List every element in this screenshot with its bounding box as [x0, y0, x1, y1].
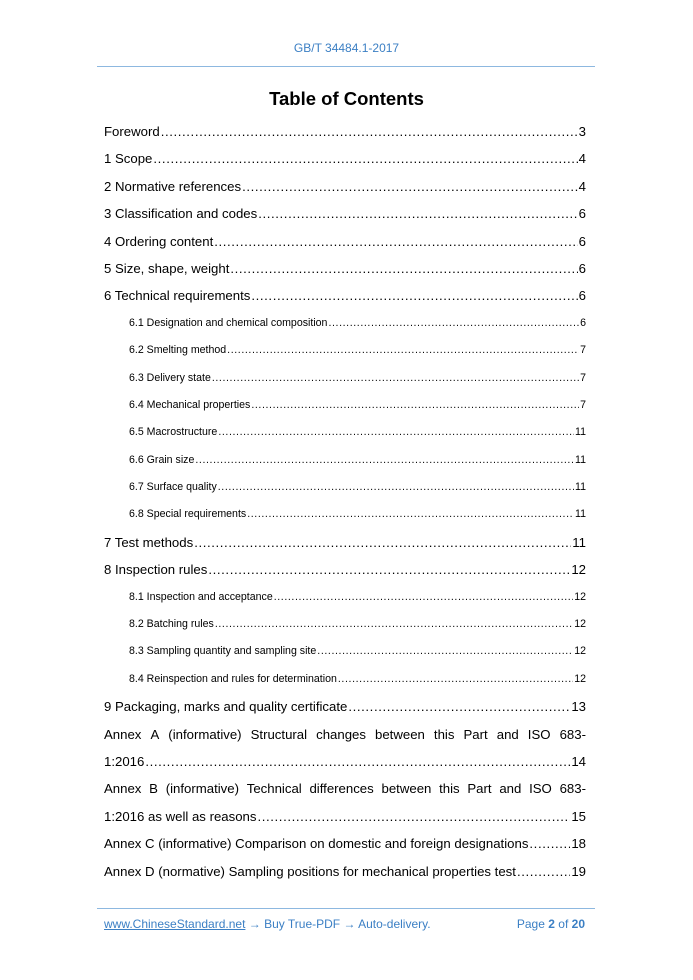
toc-leader-dots [247, 501, 574, 528]
toc-page-number: 6 [578, 233, 586, 249]
footer-promo [104, 917, 431, 931]
toc-entry-word: Part [463, 726, 488, 742]
toc-entry-word: Annex [104, 781, 142, 797]
toc-entry-text: 8 Inspection rules [104, 562, 208, 578]
table-of-contents [104, 118, 586, 885]
toc-entry-word: Technical [246, 781, 302, 797]
page-total: 20 [571, 917, 585, 931]
toc-entry-text: 1:2016 as well as reasons [104, 808, 257, 824]
toc-page-number: 7 [580, 344, 586, 357]
toc-leader-dots [242, 173, 578, 200]
toc-page-number: 11 [575, 508, 586, 521]
toc-page-number: 14 [571, 753, 586, 769]
toc-entry-word: this [439, 781, 460, 797]
toc-entry-text: 2 Normative references [104, 178, 242, 194]
toc-entry-word: this [433, 726, 455, 742]
toc-leader-dots [145, 748, 570, 775]
toc-entry-word: ISO [529, 781, 552, 797]
toc-entry[interactable] [104, 556, 586, 583]
toc-page-number: 12 [574, 645, 586, 658]
toc-entry-word: 683- [559, 781, 586, 797]
toc-page-number: 11 [572, 534, 586, 550]
footer-divider [97, 908, 595, 909]
toc-entry-annex-a[interactable] [104, 748, 586, 775]
toc-entry[interactable] [104, 447, 586, 474]
toc-entry[interactable] [104, 310, 586, 337]
toc-entry-word: changes [316, 726, 366, 742]
toc-entry[interactable] [104, 173, 586, 200]
toc-leader-dots [328, 310, 579, 337]
toc-page-number: 6 [578, 288, 586, 304]
toc-leader-dots [230, 255, 577, 282]
toc-leader-dots [338, 666, 573, 693]
toc-entry-text: 1 Scope [104, 151, 153, 167]
footer-promo-text: → Buy True-PDF → Auto-delivery. [245, 917, 431, 931]
toc-leader-dots [215, 611, 573, 638]
toc-leader-dots [274, 584, 573, 611]
toc-page-number: 11 [575, 481, 586, 494]
running-header: GB/T 34484.1-2017 [293, 41, 400, 55]
page-current: 2 [548, 917, 555, 931]
toc-entry[interactable] [104, 145, 586, 172]
toc-entry-word: ISO [527, 726, 551, 742]
toc-entry[interactable] [104, 365, 586, 392]
toc-entry[interactable] [104, 501, 586, 528]
toc-entry-text: 8.1 Inspection and acceptance [129, 590, 273, 603]
toc-entry-text: 4 Ordering content [104, 233, 214, 249]
toc-entry[interactable] [104, 638, 586, 665]
toc-entry-text: 6.1 Designation and chemical composition [129, 316, 328, 329]
toc-entry[interactable] [104, 693, 586, 720]
toc-page-number: 11 [575, 453, 586, 466]
toc-leader-dots [251, 282, 577, 309]
toc-page-number: 11 [575, 426, 586, 439]
toc-entry-text: 6 Technical requirements [104, 288, 251, 304]
toc-entry-word: 683- [559, 726, 586, 742]
toc-leader-dots [153, 145, 577, 172]
toc-leader-dots [348, 693, 570, 720]
toc-entry-word: (informative) [168, 726, 242, 742]
toc-entry[interactable] [104, 611, 586, 638]
toc-entry-word: Part [467, 781, 492, 797]
toc-entry-annex-a-line1[interactable] [104, 721, 586, 748]
toc-page-number: 12 [574, 618, 586, 631]
toc-entry[interactable] [104, 474, 586, 501]
toc-entry[interactable] [104, 392, 586, 419]
toc-leader-dots [208, 556, 570, 583]
toc-page-number: 13 [571, 699, 586, 715]
toc-entry-text: 8.3 Sampling quantity and sampling site [129, 645, 317, 658]
toc-entry-text: 6.3 Delivery state [129, 371, 211, 384]
toc-leader-dots [258, 200, 577, 227]
toc-entry-text: 5 Size, shape, weight [104, 260, 230, 276]
toc-entry[interactable] [104, 228, 586, 255]
toc-leader-dots [194, 529, 571, 556]
toc-entry-annex-b[interactable] [104, 803, 586, 830]
toc-entry-text: 7 Test methods [104, 534, 194, 550]
toc-entry[interactable] [104, 255, 586, 282]
toc-leader-dots [257, 803, 570, 830]
toc-entry[interactable] [104, 666, 586, 693]
footer-website-link[interactable]: www.ChineseStandard.net [104, 917, 246, 931]
toc-entry[interactable] [104, 584, 586, 611]
toc-entry-text: Annex C (informative) Comparison on domestic and foreign designations [104, 836, 529, 852]
toc-entry-text: 6.6 Grain size [129, 453, 195, 466]
toc-leader-dots [529, 830, 570, 857]
toc-entry-annex-d[interactable] [104, 858, 586, 885]
toc-entry[interactable] [104, 282, 586, 309]
toc-entry-word: Structural [250, 726, 308, 742]
toc-entry-text: Foreword [104, 124, 160, 139]
toc-entry-annex-b-line1[interactable] [104, 775, 586, 802]
toc-page-number: 6 [578, 260, 586, 276]
page-label: Page [516, 917, 545, 931]
toc-leader-dots [517, 858, 570, 885]
toc-leader-dots [227, 337, 579, 364]
toc-entry-word: (informative) [165, 781, 239, 797]
toc-entry-word: A [150, 726, 160, 742]
toc-entry-text: 6.2 Smelting method [129, 344, 227, 357]
toc-entry-text: 8.2 Batching rules [129, 618, 214, 631]
header-divider [97, 66, 595, 67]
toc-leader-dots [317, 638, 573, 665]
toc-entry[interactable] [104, 118, 586, 145]
toc-page-number: 7 [580, 371, 586, 384]
toc-entry-word: between [381, 781, 432, 797]
toc-entry[interactable] [104, 337, 586, 364]
toc-entry-text: 9 Packaging, marks and quality certificate [104, 699, 348, 715]
toc-leader-dots [218, 474, 574, 501]
toc-page-number: 12 [574, 672, 586, 685]
toc-entry-text: Annex D (normative) Sampling positions for mechanical properties test [104, 863, 516, 879]
toc-page-number: 18 [571, 836, 586, 852]
toc-page-number: 19 [571, 863, 586, 879]
toc-entry-text: 1:2016 [104, 753, 145, 769]
toc-entry-word: between [375, 726, 425, 742]
toc-entry-text: 8.4 Reinspection and rules for determination [129, 672, 337, 685]
toc-page-number: 15 [571, 808, 586, 824]
toc-entry[interactable] [104, 419, 586, 446]
toc-leader-dots [212, 365, 579, 392]
toc-entry-text: 6.4 Mechanical properties [129, 398, 251, 411]
toc-entry-word: differences [309, 781, 374, 797]
toc-leader-dots [251, 392, 579, 419]
toc-entry-word: B [149, 781, 158, 797]
toc-page-number: 4 [578, 178, 586, 194]
toc-entry-word: and [496, 726, 519, 742]
toc-leader-dots [218, 419, 574, 446]
toc-entry[interactable] [104, 200, 586, 227]
toc-page-number: 12 [574, 590, 586, 603]
toc-entry[interactable] [104, 529, 586, 556]
toc-entry-text: 6.7 Surface quality [129, 481, 217, 494]
toc-page-number: 7 [580, 398, 586, 411]
toc-entry-text: 3 Classification and codes [104, 206, 258, 222]
toc-entry-annex-c[interactable] [104, 830, 586, 857]
toc-page-number: 6 [580, 316, 586, 329]
toc-leader-dots [195, 447, 574, 474]
page-of-label: of [558, 917, 569, 931]
toc-page-number: 3 [578, 124, 586, 139]
toc-leader-dots [161, 118, 578, 145]
toc-entry-word: and [499, 781, 522, 797]
toc-leader-dots [214, 228, 577, 255]
page-indicator [517, 917, 585, 931]
toc-page-number: 4 [578, 151, 586, 167]
toc-entry-text: 6.5 Macrostructure [129, 426, 218, 439]
toc-entry-word: Annex [104, 726, 142, 742]
toc-page-number: 6 [578, 206, 586, 222]
toc-entry-text: 6.8 Special requirements [129, 508, 247, 521]
page-title: Table of Contents [269, 88, 424, 109]
toc-page-number: 12 [571, 562, 586, 578]
